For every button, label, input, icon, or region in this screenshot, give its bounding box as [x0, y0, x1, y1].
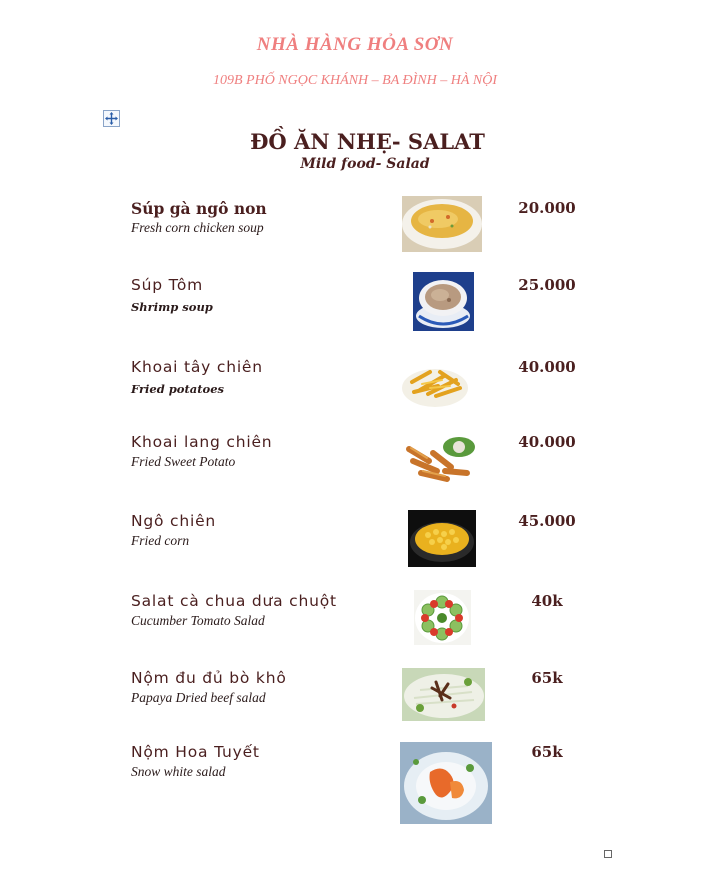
cucumber-tomato-salad-photo [414, 590, 471, 645]
item-name: Súp Tôm [131, 276, 204, 294]
item-price: 25.000 [518, 276, 576, 294]
table-move-handle-icon[interactable] [103, 110, 120, 127]
item-price: 40.000 [518, 358, 576, 376]
item-description: Fried potatoes [131, 382, 224, 396]
item-price: 40k [531, 592, 563, 610]
fried-potatoes-photo [400, 358, 470, 410]
restaurant-name: NHÀ HÀNG HỎA SƠN [256, 34, 454, 55]
corn-chicken-soup-photo [402, 196, 482, 252]
item-name: Khoai lang chiên [131, 433, 273, 451]
item-price: 45.000 [518, 512, 576, 530]
restaurant-address: 109B PHỐ NGỌC KHÁNH – BA ĐÌNH – HÀ NỘI [212, 73, 497, 88]
item-price: 65k [531, 669, 563, 687]
item-name: Nộm Hoa Tuyết [131, 743, 260, 761]
section-subtitle: Mild food- Salad [300, 156, 430, 172]
item-description: Fried Sweet Potato [131, 454, 236, 469]
fried-sweet-potato-photo [403, 431, 480, 487]
item-description: Cucumber Tomato Salad [131, 613, 265, 628]
shrimp-soup-photo [413, 272, 474, 331]
item-price: 65k [531, 743, 563, 761]
snow-white-salad-photo [400, 742, 492, 824]
item-name: Khoai tây chiên [131, 358, 263, 376]
item-price: 20.000 [518, 199, 576, 217]
item-price: 40.000 [518, 433, 576, 451]
fried-corn-photo [408, 510, 476, 567]
item-description: Shrimp soup [131, 300, 213, 314]
item-name: Nộm đu đủ bò khô [131, 669, 287, 687]
item-description: Fried corn [131, 533, 190, 548]
item-name: Súp gà ngô non [131, 199, 267, 218]
paragraph-end-mark [604, 850, 612, 858]
item-description: Fresh corn chicken soup [131, 220, 264, 235]
section-title: ĐỒ ĂN NHẸ- SALAT [250, 129, 485, 154]
papaya-dried-beef-salad-photo [402, 668, 485, 721]
item-name: Ngô chiên [131, 512, 217, 530]
item-description: Snow white salad [131, 764, 226, 779]
item-name: Salat cà chua dưa chuột [131, 592, 337, 610]
item-description: Papaya Dried beef salad [131, 690, 266, 705]
